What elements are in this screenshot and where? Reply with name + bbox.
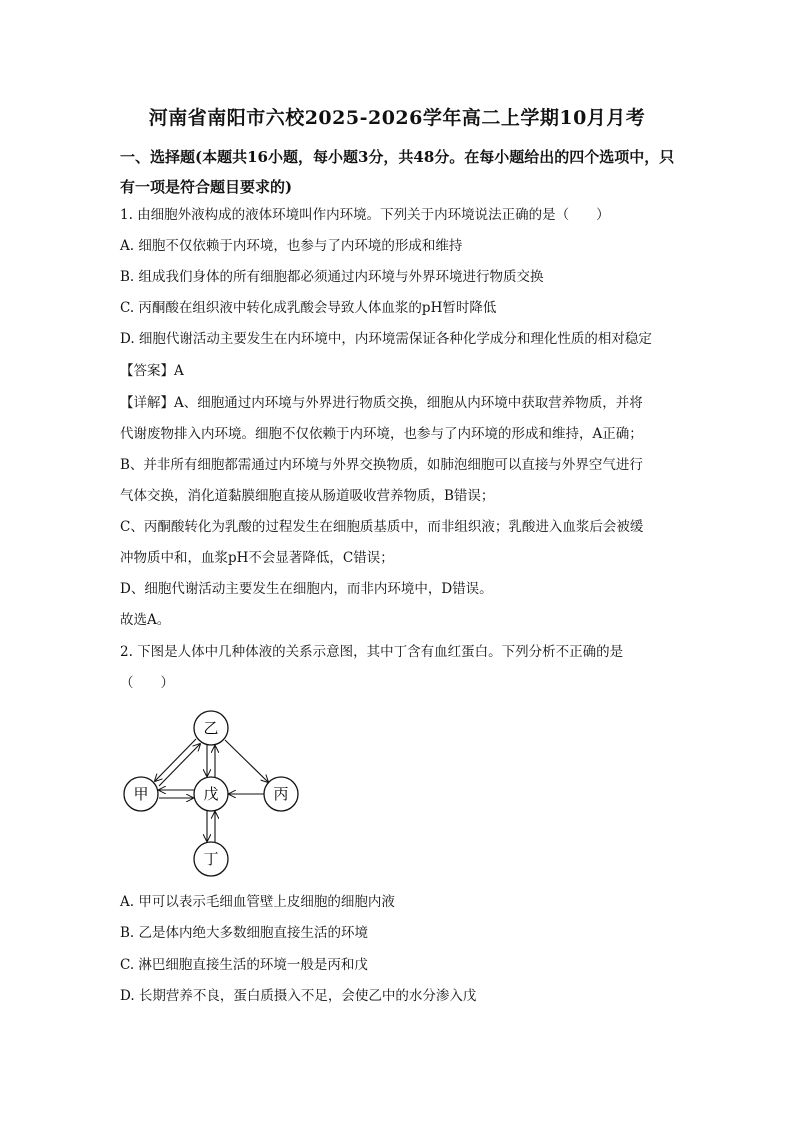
question-1-explanation-line: D、细胞代谢活动主要发生在细胞内，而非内环境中，D错误。	[120, 581, 493, 597]
question-1-explanation-line: B、并非所有细胞都需通过内环境与外界交换物质，如肺泡细胞可以直接与外界空气进行	[120, 457, 643, 473]
question-1-option-a: A. 细胞不仅依赖于内环境，也参与了内环境的形成和维持	[120, 238, 463, 254]
node-bing	[264, 777, 298, 811]
arrow-yi-to-jia	[155, 739, 196, 781]
question-1-explanation-line: 冲物质中和，血浆pH不会显著降低，C错误；	[120, 550, 394, 566]
question-2-option-d: D. 长期营养不良，蛋白质摄入不足，会使乙中的水分渗入戊	[120, 988, 477, 1004]
question-1-explanation-line: 【详解】A、细胞通过内环境与外界进行物质交换，细胞从内环境中获取营养物质，并将	[120, 395, 643, 411]
question-1-final-choice: 故选A。	[120, 612, 171, 628]
node-jia	[124, 777, 158, 811]
node-wu	[194, 777, 228, 811]
section-header: 一、选择题(本题共16小题，每小题3分，共48分。在每小题给出的四个选项中，只有一项是符合题目要求的)	[120, 148, 675, 196]
svg-text:乙: 乙	[203, 719, 219, 737]
body-fluid-diagram	[115, 702, 315, 882]
node-yi	[194, 711, 228, 745]
question-2-stem: 2. 下图是人体中几种体液的关系示意图，其中丁含有血红蛋白。下列分析不正确的是	[120, 644, 624, 660]
question-1-option-c: C. 丙酮酸在组织液中转化成乳酸会导致人体血浆的pH暂时降低	[120, 300, 497, 316]
question-1-option-d: D. 细胞代谢活动主要发生在内环境中，内环境需保证各种化学成分和理化性质的相对稳定	[120, 331, 652, 347]
question-1-explanation-line: C、丙酮酸转化为乳酸的过程发生在细胞质基质中，而非组织液；乳酸进入血浆后会被缓	[120, 519, 644, 535]
question-1-option-b: B. 组成我们身体的所有细胞都必须通过内环境与外界环境进行物质交换	[120, 269, 544, 285]
question-1-answer: 【答案】A	[120, 363, 184, 379]
question-1-explanation-line: 代谢废物排入内环境。细胞不仅依赖于内环境，也参与了内环境的形成和维持，A正确；	[120, 426, 643, 442]
arrow-jia-to-yi	[159, 744, 200, 786]
svg-text:丁: 丁	[203, 850, 219, 868]
svg-text:甲: 甲	[133, 785, 149, 803]
document-title: 河南省南阳市六校2025-2026学年高二上学期10月月考	[148, 107, 646, 129]
question-1-explanation-line: 气体交换，消化道黏膜细胞直接从肠道吸收营养物质，B错误；	[120, 488, 495, 504]
question-2-stem-bracket: （ ）	[120, 675, 174, 691]
arrow-yi-to-bing	[225, 740, 268, 782]
question-2-option-b: B. 乙是体内绝大多数细胞直接生活的环境	[120, 925, 369, 941]
question-2-option-a: A. 甲可以表示毛细血管壁上皮细胞的细胞内液	[120, 894, 395, 910]
question-1-stem: 1. 由细胞外液构成的液体环境叫作内环境。下列关于内环境说法正确的是（ ）	[120, 207, 610, 223]
svg-text:丙: 丙	[273, 785, 289, 803]
svg-text:戊: 戊	[203, 785, 219, 803]
question-2-option-c: C. 淋巴细胞直接生活的环境一般是丙和戊	[120, 957, 368, 973]
node-ding	[194, 842, 228, 876]
